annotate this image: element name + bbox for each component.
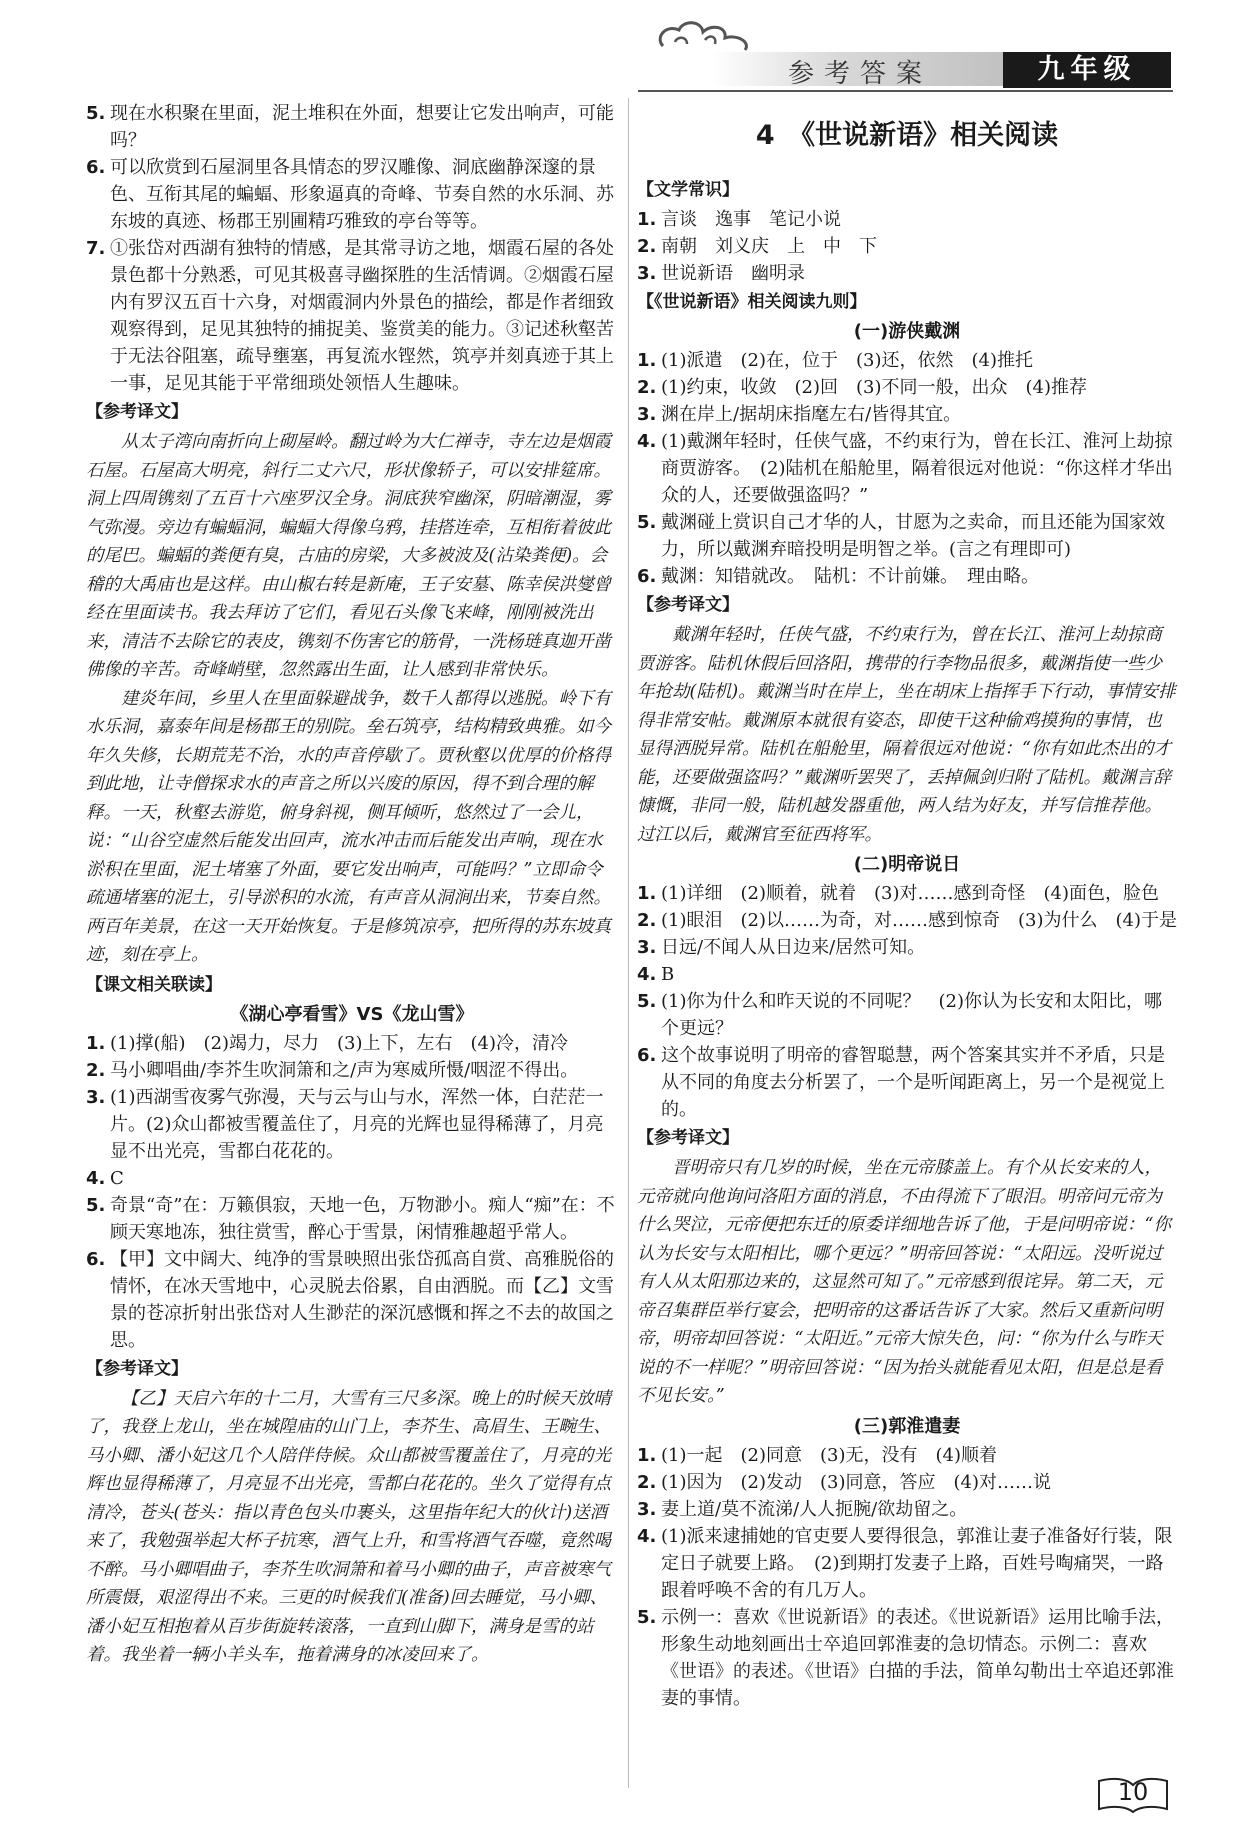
answer-item: 6. 【甲】文中阔大、纯净的雪景映照出张岱孤高自赏、高雅脱俗的情怀，在冰天雪地中，心灵脱去俗累，自由洒脱。而【乙】文雪景的苍凉折射出张岱对人生渺茫的深沉感慨和挥之不去的故国之思。	[86, 1248, 614, 1351]
answer-item: 1. (1)派遣 (2)在，位于 (3)还，依然 (4)推托	[637, 350, 1033, 371]
translation-tag: 【参考译文】	[86, 402, 188, 422]
translation-tag: 【参考译文】	[637, 595, 739, 615]
answer-item: 3. 世说新语 幽明录	[637, 263, 805, 284]
answer-item: 2. (1)眼泪 (2)以……为奇，对……感到惊奇 (3)为什么 (4)于是	[637, 910, 1177, 931]
subsection-title: (二)明帝说日	[853, 854, 961, 875]
answer-item: 6. 这个故事说明了明帝的睿智聪慧，两个答案其实并不矛盾，只是从不同的角度去分析罢了，一个是听闻距离上，另一个是视觉上的。	[637, 1045, 1165, 1120]
answer-item: 7. ①张岱对西湖有独特的情感，是其常寻访之地，烟霞石屋的各处景色都十分熟悉，可见其极喜寻幽探胜的生活情调。②烟霞石屋内有罗汉五百十六身，对烟霞洞内外景色的描绘，都是作者细致观察得到，足见其独特的捕捉美、鉴赏美的能力。③记述秋壑苦于无法谷阻塞，疏导壅塞，再复流水铿然，筑亭并刻真迹于其上一事，足见其能于平常细琐处领悟人生趣味。	[86, 238, 614, 394]
translation-paragraph: 从太子湾向南折向上砌屋岭。翻过岭为大仁禅寺，寺左边是烟霞石屋。石屋高大明亮，斜行二丈六尺，形状像轿子，可以安排筵席。洞上四周镌刻了五百十六座罗汉全身。洞底狭窄幽深，阴暗潮湿，雾气弥漫。旁边有蝙蝠洞，蝙蝠大得像乌鸦，挂搭连牵，互相衔着彼此的尾巴。蝙蝠的粪便有臭，古庙的房梁，大多被波及(沾染粪便)。会稽的大禹庙也是这样。由山椒右转是新庵，王子安墓、陈幸侯洪燮曾经在里面读书。我去拜访了它们，看见石头像飞来峰，刚刚被洗出来，清洁不去除它的表皮，镌刻不伤害它的筋骨，一洗杨琏真迦开凿佛像的辛苦。奇峰峭壁，忽然露出生面，让人感到非常快乐。	[86, 432, 611, 680]
page-number: 10	[1117, 1778, 1149, 1806]
answers-related	[86, 1030, 618, 1354]
answer-item: 2. 马小卿唱曲/李芥生吹洞箫和之/声为寒威所慑/咽涩不得出。	[86, 1059, 579, 1081]
answer-item: 5. (1)你为什么和昨天说的不同呢？ (2)你认为长安和太阳比，哪个更远？	[637, 991, 1162, 1039]
header-rule	[638, 90, 1173, 92]
grade-badge: 九年级	[1003, 52, 1171, 88]
answer-item: 4. B	[637, 964, 675, 985]
section-title: 4 《世说新语》相关阅读	[755, 120, 1059, 151]
answer-item: 5. 奇景“奇”在：万籁俱寂，天地一色，万物渺小。痴人“痴”在：不顾天寒地冻，独往赏雪，醉心于雪景，闲情雅趣超乎常人。	[86, 1194, 615, 1243]
subsection-title: (一)游侠戴渊	[853, 321, 961, 342]
answer-item: 1. (1)撑(船) (2)竭力，尽力 (3)上下，左右 (4)冷，清冷	[86, 1032, 569, 1054]
answer-item: 4. C	[86, 1167, 124, 1189]
related-reading-tag: 【课文相关联读】	[86, 974, 222, 995]
answer-item: 2. 南朝 刘义庆 上 中 下	[637, 236, 877, 257]
answer-item: 4. (1)派来逮捕她的官吏要人要得很急，郭淮让妻子准备好行装，限定日子就要上路。 (2)到期打发妻子上路，百姓号啕痛哭，一路跟着呼唤不舍的有几万人。	[637, 1525, 1173, 1601]
answer-item: 3. 渊在岸上/据胡床指麾左右/皆得其宜。	[637, 404, 962, 425]
translation-paragraph: 晋明帝只有几岁的时候，坐在元帝膝盖上。有个从长安来的人，元帝就向他询问洛阳方面的消息，不由得流下了眼泪。明帝问元帝为什么哭泣，元帝便把东迁的原委详细地告诉了他，于是问明帝说：“你认为长安与太阳相比，哪个更远？”明帝回答说：“太阳远。没听说过有人从太阳那边来的，这显然可知了。”元帝感到很诧异。第二天，元帝召集群臣举行宴会，把明帝的这番话告诉了大家。然后又重新问明帝，明帝却回答说：“太阳近。”元帝大惊失色，问：“你为什么与昨天说的不一样呢？”明帝回答说：“因为抬头就能看见太阳，但是总是看不见长安。”	[637, 1158, 1171, 1406]
related-reading-title: 《湖心亭看雪》VS《龙山雪》	[230, 1003, 474, 1025]
subsection-title: (三)郭淮遣妻	[853, 1415, 961, 1437]
left-column	[86, 100, 618, 1670]
right-column	[637, 100, 1177, 1712]
answer-item: 2. (1)因为 (2)发动 (3)同意，答应 (4)对……说	[637, 1471, 1051, 1493]
answer-item: 6. 可以欣赏到石屋洞里各具情态的罗汉雕像、洞底幽静深邃的景色、互衔其尾的蝙蝠、形象逼真的奇峰、节奏自然的水乐洞、苏东坡的真迹、杨郡王别圃精巧雅致的亭台等等。	[86, 157, 614, 232]
translation-paragraph: 建炎年间，乡里人在里面躲避战争，数千人都得以逃脱。岭下有水乐洞，嘉泰年间是杨郡王的别院。垒石筑亭，结构精致典雅。如今年久失修，长期荒芜不治，水的声音停歇了。贾秋壑以优厚的价格得到此地，让寺僧探求水的声音之所以兴废的原因，得不到合理的解释。一天，秋壑去游览，俯身斜视，侧耳倾听，悠然过了一会儿，说：“山谷空虚然后能发出回声，流水冲击而后能发出声响，现在水淤积在里面，泥土堵塞了外面，要它发出响声，可能吗？”立即命令疏通堵塞的泥土，引导淤积的水流，有声音从洞涧出来，节奏自然。两百年美景，在这一天开始恢复。于是修筑凉亭，把所得的苏东坡真迹，刻在亭上。	[86, 688, 611, 965]
translation-paragraph: 【乙】天启六年的十二月，大雪有三尺多深。晚上的时候天放晴了，我登上龙山，坐在城隍庙的山门上，李芥生、高眉生、王畹生、马小卿、潘小妃这几个人陪伴侍候。众山都被雪覆盖住了，月亮的光辉也显得稀薄了，月亮显不出光亮，雪都白花花的。坐久了觉得有点清冷，苍头(苍头：指以青色包头巾裹头，这里指年纪大的伙计)送酒来了，我勉强举起大杯子抗寒，酒气上升，和雪将酒气吞噬，竟然喝不醉。马小卿唱曲子，李芥生吹洞箫和着马小卿的曲子，声音被寒气所震慑，艰涩得出不来。三更的时候我们(准备)回去睡觉，马小卿、潘小妃互相抱着从百步街旋转滚落，一直到山脚下，满身是雪的站着。我坐着一辆小羊头车，拖着满身的冰凌回来了。	[86, 1388, 611, 1665]
answer-item: 2. (1)约束，收敛 (2)回 (3)不同一般，出众 (4)推荐	[637, 377, 1087, 398]
answers-top	[86, 100, 618, 397]
answer-item: 4. (1)戴渊年轻时，任侠气盛，不约束行为，曾在长江、淮河上劫掠商贾游客。 (2)陆机在船舱里，隔着很远对他说：“你这样才华出众的人，还要做强盗吗？”	[637, 431, 1173, 506]
nine-readings-tag: 【《世说新语》相关阅读九则】	[637, 292, 867, 312]
answer-item: 1. (1)详细 (2)顺着，就着 (3)对……感到奇怪 (4)面色，脸色	[637, 883, 1159, 904]
answer-item: 5. 现在水积聚在里面，泥土堆积在外面，想要让它发出响声，可能吗？	[86, 103, 614, 151]
answer-item: 5. 示例一：喜欢《世说新语》的表述。《世说新语》运用比喻手法，形象生动地刻画出士卒追回郭淮妻的急切情态。示例二：喜欢《世语》的表述。《世语》白描的手法，简单勾勒出士卒追还郭淮妻的事情。	[637, 1606, 1174, 1709]
translation-tag: 【参考译文】	[86, 1358, 188, 1379]
answer-item: 3. (1)西湖雪夜雾气弥漫，天与云与山与水，浑然一体，白茫茫一片。(2)众山都被雪覆盖住了，月亮的光辉也显得稀薄了，月亮显不出光亮，雪都白花花的。	[86, 1086, 604, 1162]
answer-item: 1. 言谈 逸事 笔记小说	[637, 209, 841, 230]
answer-item: 3. 日远/不闻人从日边来/居然可知。	[637, 937, 926, 958]
answer-item: 6. 戴渊：知错就改。 陆机：不计前嫌。 理由略。	[637, 566, 1039, 587]
column-divider	[628, 98, 629, 1788]
header-title: 参考答案	[788, 59, 933, 89]
translation-paragraph: 戴渊年轻时，任侠气盛，不约束行为，曾在长江、淮河上劫掠商贾游客。陆机休假后回洛阳，携带的行李物品很多，戴渊指使一些少年抢劫(陆机)。戴渊当时在岸上，坐在胡床上指挥手下行动，事情安排得非常安帖。戴渊原本就很有姿态，即使干这种偷鸡摸狗的事情，也显得洒脱异常。陆机在船舱里，隔着很远对他说：“你有如此杰出的才能，还要做强盗吗？”戴渊听罢哭了，丢掉佩剑归附了陆机。戴渊言辞慷慨，非同一般，陆机越发器重他，两人结为好友，并写信推荐他。过江以后，戴渊官至征西将军。	[637, 625, 1176, 845]
answer-item: 1. (1)一起 (2)同意 (3)无，没有 (4)顺着	[637, 1444, 997, 1466]
answer-item: 5. 戴渊碰上赏识自己才华的人，甘愿为之卖命，而且还能为国家效力，所以戴渊弃暗投明是明智之举。(言之有理即可)	[637, 512, 1165, 560]
literature-tag: 【文学常识】	[637, 180, 739, 200]
translation-tag: 【参考译文】	[637, 1128, 739, 1148]
answer-item: 3. 妻上道/莫不流涕/人人扼腕/欲劫留之。	[637, 1498, 968, 1520]
